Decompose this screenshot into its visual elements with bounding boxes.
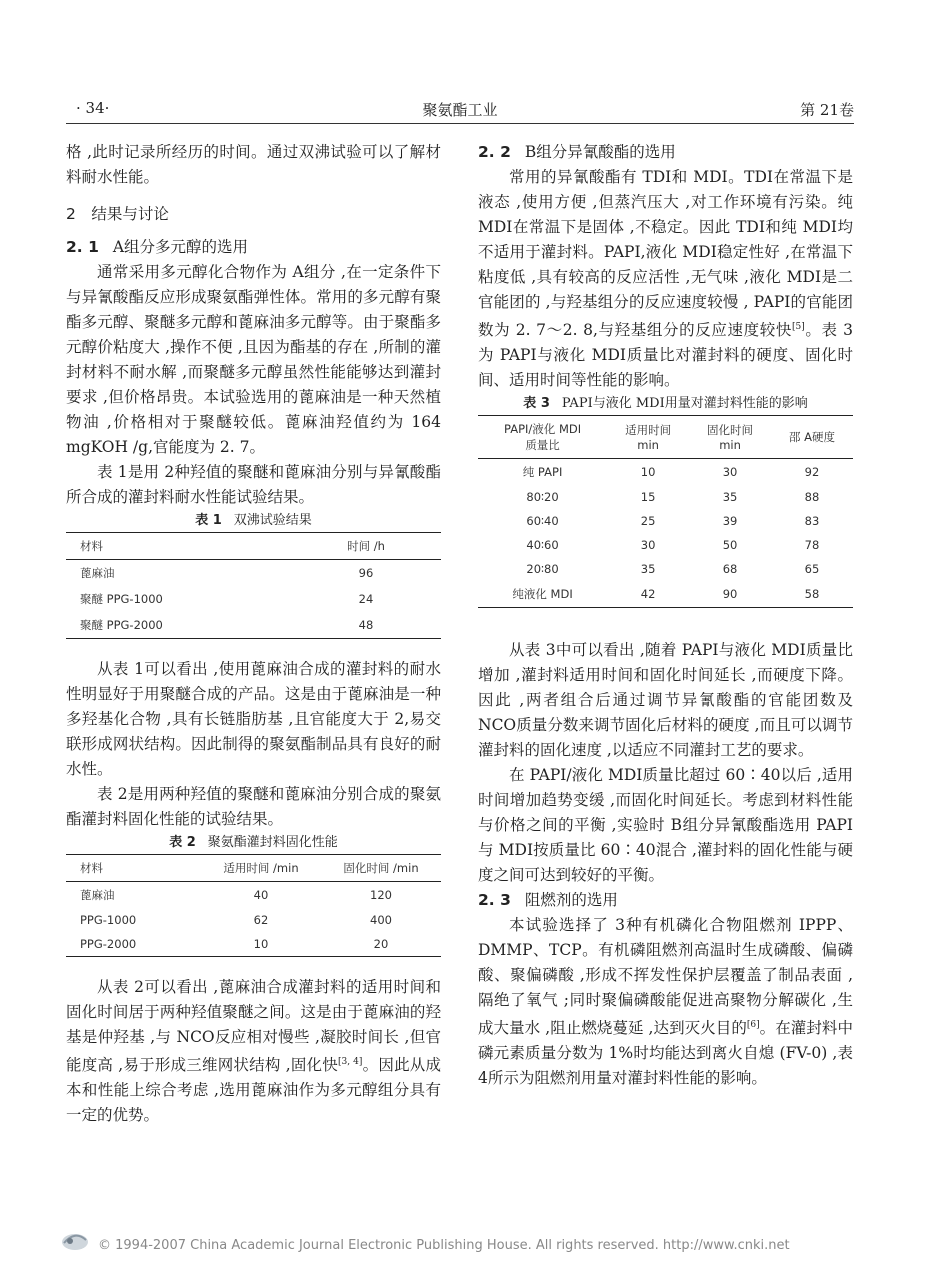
table-cell: 58 xyxy=(771,581,853,608)
subsection-number: 2. 3 xyxy=(478,891,511,910)
subsection-title: 阻燃剂的选用 xyxy=(524,891,618,910)
header-line: min xyxy=(719,438,741,453)
subsection-heading-2-3 xyxy=(478,888,853,913)
table-cell: 30 xyxy=(640,538,656,553)
table-cell: 20∶80 xyxy=(526,562,559,577)
table-cell: 聚醚 PPG-1000 xyxy=(80,592,163,606)
table-cell: 78 xyxy=(804,538,820,553)
subsection-number: 2. 2 xyxy=(478,143,511,161)
running-header xyxy=(66,97,854,124)
table-cell: 48 xyxy=(291,612,441,639)
table-row xyxy=(478,581,853,608)
table-cell: 90 xyxy=(689,581,771,608)
paragraph-text: 。因此从成本和性能上综合考虑 ,选用蓖麻油作为多元醇组分具有一定的优势。 xyxy=(66,1056,441,1125)
table-row xyxy=(478,509,853,533)
volume-label: 第 21卷 xyxy=(800,101,854,119)
table-header: 邵 A硬度 xyxy=(771,416,853,459)
table-cell: 40 xyxy=(253,888,269,902)
page-number: · 34· xyxy=(76,99,110,117)
table-cell: 60∶40 xyxy=(526,514,559,529)
journal-name: 聚氨酯工业 xyxy=(422,101,498,119)
table-cell: 62 xyxy=(253,913,269,927)
table-header xyxy=(689,416,771,459)
section-heading-results: 2 结果与讨论 xyxy=(66,205,169,223)
table-cell: 35 xyxy=(640,562,656,577)
table-header xyxy=(478,416,607,459)
subsection-title: A组分多元醇的选用 xyxy=(112,238,249,256)
table-cell: 92 xyxy=(804,465,820,480)
paragraph: 从表 3中可以看出 ,随着 PAPI与液化 MDI质量比增加 ,灌封料适用时间和固化时间延长 ,而硬度下降。因此 ,两者组合后通过调节异氰酸酯的官能团数及 NCO质量分数来调节固化后材料的硬度 ,而且可以调节灌封料的固化速度 ,以适应不同灌封工艺的要求。 xyxy=(478,641,853,760)
paragraph-text: 本试验选择了 3种有机磷化合物阻燃剂 IPPP、DMMP、TCP。有机磷阻燃剂高温时生成磷酸、偏磷酸、聚偏磷酸 ,形成不挥发性保护层覆盖了制品表面 ,隔绝了氧气 ;同时聚偏磷酸能促进高聚物分解碳化 ,生成大量水 ,阻止燃烧蔓延 ,达到灭火目的 xyxy=(478,916,853,1038)
table-cell: 42 xyxy=(607,581,689,608)
table-cell: 蓖麻油 xyxy=(80,566,115,580)
table-cell: 10 xyxy=(640,465,656,480)
table-row xyxy=(66,932,441,957)
table-header: 材料 xyxy=(66,855,201,882)
table-cell: 蓖麻油 xyxy=(80,888,115,902)
paragraph: 从表 1可以看出 ,使用蓖麻油合成的灌封料的耐水性明显好于用聚醚合成的产品。这是由于蓖麻油是一种多羟基化合物 ,具有长链脂肪基 ,且官能度大于 2,易交联形成网状结构。因此制得的聚氨酯制品具有良好的耐水性。 xyxy=(66,660,441,778)
subsection-heading-2-1 xyxy=(66,235,441,260)
table-1-caption xyxy=(66,510,441,532)
paragraph-text: 。在灌封料中磷元素质量分数为 1%时均能达到离火自熄 (FV-0) ,表 4所示为阻燃剂用量对灌封料性能的影响。 xyxy=(478,1019,853,1088)
paragraph xyxy=(66,975,441,1128)
header-line: PAPI/液化 MDI xyxy=(504,422,582,437)
table-2-caption xyxy=(66,832,441,854)
table-cell: 40∶60 xyxy=(526,538,559,553)
copyright-footer: © 1994-2007 China Academic Journal Electronic Publishing House. All rights reserved. http://www.cnki.net xyxy=(98,1238,790,1253)
table-cell: 80∶20 xyxy=(526,490,559,505)
paragraph-text: 从表 2可以看出 ,蓖麻油合成灌封料的适用时间和固化时间居于两种羟值聚醚之间。这是由于蓖麻油的羟基是仲羟基 ,与 NCO反应相对慢些 ,凝胶时间长 ,但官能度高 ,易于形成三维网状结构 ,固化快 xyxy=(66,978,441,1075)
table-label: 表 1 xyxy=(195,513,222,528)
table-row xyxy=(478,533,853,557)
table-cell: 35 xyxy=(722,490,738,505)
subsection-title: B组分异氰酸酯的选用 xyxy=(524,143,676,161)
citation-ref: [5] xyxy=(791,322,805,332)
table-cell: 24 xyxy=(358,592,374,606)
table-row xyxy=(478,459,853,486)
table-cell: 83 xyxy=(804,514,820,529)
table-cell: 纯 PAPI xyxy=(522,465,563,480)
table-3 xyxy=(478,415,853,608)
header-line: 固化时间 xyxy=(707,423,754,438)
table-title: PAPI与液化 MDI用量对灌封料性能的影响 xyxy=(561,396,808,412)
paragraph: 在 PAPI/液化 MDI质量比超过 60∶40以后 ,适用时间增加趋势变缓 ,而固化时间延长。考虑到材料性能与价格之间的平衡 ,实验时 B组分异氰酸酯选用 PAPI与 MDI按质量比 60∶40混合 ,灌封料的固化性能与硬度之间可达到较好的平衡。 xyxy=(478,766,853,885)
table-cell: 65 xyxy=(804,562,820,577)
paragraph xyxy=(478,913,853,1091)
paragraph: 表 1是用 2种羟值的聚醚和蓖麻油分别与异氰酸酯所合成的灌封料耐水性能试验结果。 xyxy=(66,463,441,506)
table-header: 适用时间 /min xyxy=(201,855,321,882)
right-column xyxy=(478,140,853,1091)
table-label: 表 2 xyxy=(169,835,196,850)
table-cell: 30 xyxy=(722,465,738,480)
publisher-logo-icon xyxy=(58,1228,92,1254)
table-label: 表 3 xyxy=(523,396,550,412)
paragraph: 通常采用多元醇化合物作为 A组分 ,在一定条件下与异氰酸酯反应形成聚氨酯弹性体。常用的多元醇有聚酯多元醇、聚醚多元醇和蓖麻油多元醇等。由于聚酯多元醇价粘度大 ,操作不便 ,且因为酯基的存在 ,所制的灌封材料不耐水解 ,而聚醚多元醇虽然性能能够达到灌封要求 ,但价格昂贵。本试验选用的蓖麻油是一种天然植物油 ,价格相对于聚醚较低。蓖麻油羟值约为 164 mgKOH /g,官能度为 2. 7。 xyxy=(66,263,441,456)
header-line: min xyxy=(637,438,659,453)
table-row xyxy=(66,882,441,909)
left-column xyxy=(66,140,441,1128)
paragraph-continued: 格 ,此时记录所经历的时间。通过双沸试验可以了解材料耐水性能。 xyxy=(66,143,441,186)
table-1 xyxy=(66,532,441,639)
table-title: 聚氨酯灌封料固化性能 xyxy=(207,835,338,850)
table-cell: 39 xyxy=(722,514,738,529)
table-title: 双沸试验结果 xyxy=(233,513,312,528)
header-line: 质量比 xyxy=(525,438,560,453)
citation-ref: [6] xyxy=(746,1020,760,1031)
table-row xyxy=(66,908,441,932)
table-2 xyxy=(66,854,441,957)
header-line: 适用时间 xyxy=(625,423,672,438)
table-cell: 88 xyxy=(804,490,820,505)
table-row xyxy=(478,557,853,581)
paragraph-text: 常用的异氰酸酯有 TDI和 MDI。TDI在常温下是液态 ,使用方便 ,但蒸汽压大 ,对工作环境有污染。纯 MDI在常温下是固体 ,不稳定。因此 TDI和纯 MDI均不适用于灌封料。PAPI,液化 MDI稳定性好 ,在常温下粘度低 ,具有较高的反应活性 ,无气味 ,液化 MDI是二官能团的 ,与羟基组分的反应速度较慢 , PAPI的官能团数为 2. 7～2. 8,与羟基组分的反应速度较快 xyxy=(478,168,853,340)
paragraph xyxy=(478,165,853,393)
table-cell: PPG-1000 xyxy=(80,913,137,927)
table-cell: 68 xyxy=(722,562,738,577)
table-row xyxy=(478,485,853,509)
citation-ref: [3, 4] xyxy=(338,1057,363,1067)
table-cell: 20 xyxy=(321,932,441,957)
table-row xyxy=(66,612,441,639)
paragraph-text: 。表 3为 PAPI与液化 MDI质量比对灌封料的硬度、固化时间、适用时间等性能的影响。 xyxy=(478,321,853,390)
table-cell: 10 xyxy=(201,932,321,957)
table-header: 材料 xyxy=(66,533,291,560)
table-cell: 纯液化 MDI xyxy=(478,581,607,608)
table-cell: 120 xyxy=(370,888,392,902)
table-cell: 聚醚 PPG-2000 xyxy=(66,612,291,639)
table-header: 时间 /h xyxy=(291,533,441,560)
subsection-number: 2. 1 xyxy=(66,238,99,256)
table-3-caption xyxy=(478,393,853,415)
table-cell: 25 xyxy=(640,514,656,529)
subsection-heading-2-2 xyxy=(478,140,853,165)
paragraph: 表 2是用两种羟值的聚醚和蓖麻油分别合成的聚氨酯灌封料固化性能的试验结果。 xyxy=(66,785,441,828)
table-row xyxy=(66,560,441,587)
table-cell: 50 xyxy=(722,538,738,553)
table-row xyxy=(66,586,441,612)
table-header xyxy=(607,416,689,459)
table-cell: PPG-2000 xyxy=(66,932,201,957)
table-cell: 400 xyxy=(370,913,392,927)
table-header: 固化时间 /min xyxy=(321,855,441,882)
table-cell: 96 xyxy=(358,566,374,580)
table-cell: 15 xyxy=(640,490,656,505)
